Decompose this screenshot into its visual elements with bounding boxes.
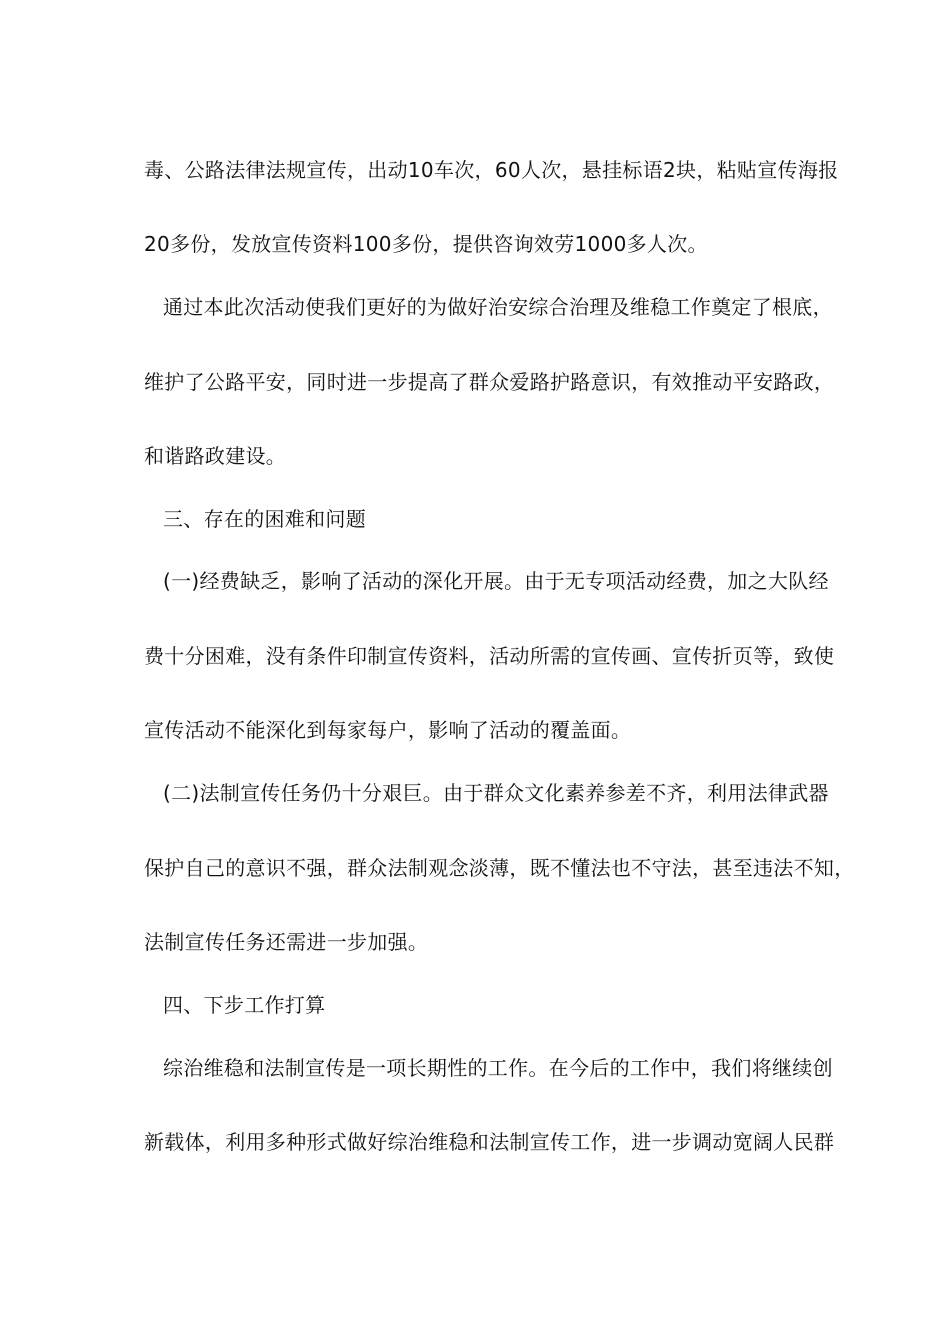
body-text-line: 和谐路政建设。: [144, 444, 287, 468]
paragraph-start-line: 综治维稳和法制宣传是一项长期性的工作。在今后的工作中，我们将继续创: [163, 1056, 833, 1080]
body-text-line: 新载体，利用多种形式做好综治维稳和法制宣传工作，进一步调动宽阔人民群: [144, 1130, 835, 1154]
body-text-line: 20多份，发放宣传资料100多份，提供咨询效劳1000多人次。: [144, 232, 708, 256]
section-heading: 三、存在的困难和问题: [163, 507, 366, 531]
paragraph-start-line: (二)法制宣传任务仍十分艰巨。由于群众文化素养参差不齐，利用法律武器: [163, 781, 829, 805]
body-text-line: 维护了公路平安，同时进一步提高了群众爱路护路意识，有效推动平安路政，: [144, 370, 835, 394]
body-text-line: 费十分困难，没有条件印制宣传资料，活动所需的宣传画、宣传折页等，致使: [144, 644, 835, 668]
body-text-line: 毒、公路法律法规宣传，出动10车次，60人次，悬挂标语2块，粘贴宣传海报: [144, 158, 839, 182]
paragraph-start-line: 通过本此次活动使我们更好的为做好治安综合治理及维稳工作奠定了根底，: [163, 295, 833, 319]
body-text-line: 宣传活动不能深化到每家每户，影响了活动的覆盖面。: [144, 718, 632, 742]
body-text-line: 保护自己的意识不强，群众法制观念淡薄，既不懂法也不守法，甚至违法不知，: [144, 856, 855, 880]
section-heading: 四、下步工作打算: [163, 993, 326, 1017]
paragraph-start-line: (一)经费缺乏，影响了活动的深化开展。由于无专项活动经费，加之大队经: [163, 569, 829, 593]
body-text-line: 法制宣传任务还需进一步加强。: [144, 930, 429, 954]
